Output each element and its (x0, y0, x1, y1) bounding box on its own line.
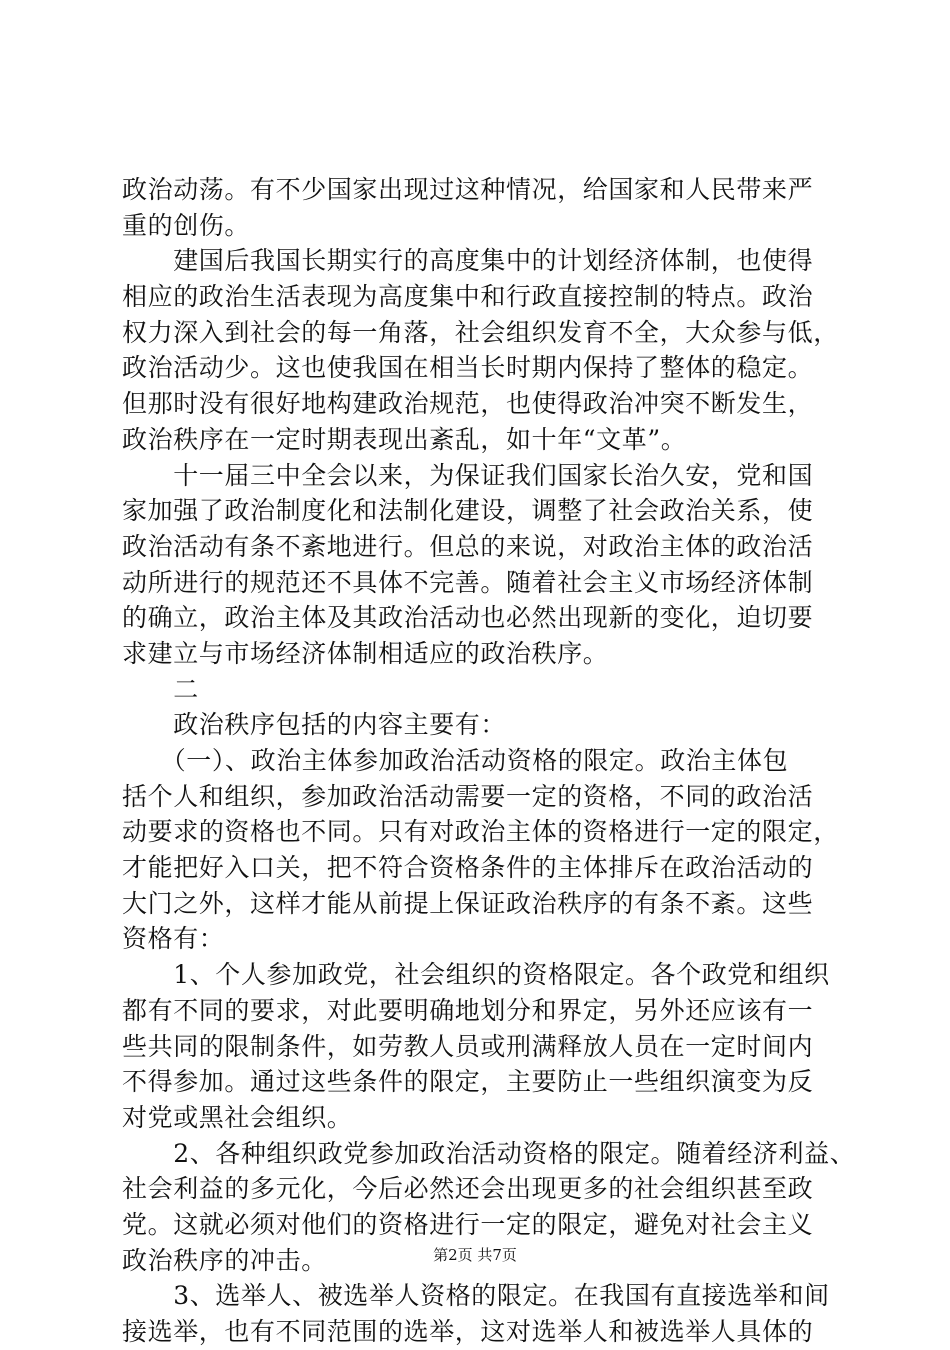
document-body (122, 172, 856, 1350)
text-line: 动要求的资格也不同。只有对政治主体的资格进行一定的限定， (122, 817, 839, 847)
text-line: 政治活动有条不紊地进行。但总的来说，对政治主体的政治活 (122, 531, 814, 561)
text-line: 都有不同的要求，对此要明确地划分和界定，另外还应该有一 (122, 995, 814, 1025)
text-line: 不得参加。通过这些条件的限定，主要防止一些组织演变为反 (122, 1067, 814, 1097)
text-line: 3、选举人、被选举人资格的限定。在我国有直接选举和间 (122, 1281, 830, 1311)
text-line: 接选举，也有不同范围的选举，这对选举人和被选举人具体的 (122, 1317, 814, 1346)
text-line: 建国后我国长期实行的高度集中的计划经济体制，也使得 (122, 246, 814, 276)
section-heading: 二 (122, 674, 199, 704)
text-line: 括个人和组织，参加政治活动需要一定的资格，不同的政治活 (122, 781, 814, 811)
text-line: 的确立，政治主体及其政治活动也必然出现新的变化，迫切要 (122, 603, 814, 633)
text-line: 政治秩序的冲击。 (122, 1245, 327, 1275)
text-line: 才能把好入口关，把不符合资格条件的主体排斥在政治活动的 (122, 853, 814, 883)
text-line: 社会利益的多元化，今后必然还会出现更多的社会组织甚至政 (122, 1174, 814, 1204)
text-line: 资格有： (122, 924, 225, 954)
text-line: 重的创伤。 (122, 210, 251, 240)
text-line: 政治动荡。有不少国家出现过这种情况，给国家和人民带来严 (122, 175, 814, 204)
text-line: 些共同的限制条件，如劳教人员或刑满释放人员在一定时间内 (122, 1031, 814, 1061)
text-line: 1、个人参加政党，社会组织的资格限定。各个政党和组织 (122, 960, 830, 990)
page-number-footer: 第2页 共7页 (433, 1246, 517, 1264)
text-line: 求建立与市场经济体制相适应的政治秩序。 (122, 638, 609, 668)
text-line: 政治秩序在一定时期表现出紊乱，如十年“文革”。 (122, 424, 687, 454)
text-line: 十一届三中全会以来，为保证我们国家长治久安，党和国 (122, 460, 814, 490)
text-line: 大门之外，这样才能从前提上保证政治秩序的有条不紊。这些 (122, 888, 814, 918)
text-line: 权力深入到社会的每一角落，社会组织发育不全，大众参与低， (122, 317, 839, 347)
text-line: 相应的政治生活表现为高度集中和行政直接控制的特点。政治 (122, 282, 814, 312)
text-line: （一）、政治主体参加政治活动资格的限定。政治主体包 (122, 746, 789, 775)
text-line: 政治活动少。这也使我国在相当长时期内保持了整体的稳定。 (122, 353, 814, 383)
text-line: 但那时没有很好地构建政治规范，也使得政治冲突不断发生， (122, 389, 814, 419)
text-line: 对党或黑社会组织。 (122, 1102, 353, 1132)
text-line: 党。这就必须对他们的资格进行一定的限定，避免对社会主义 (122, 1209, 814, 1239)
text-line: 2、各种组织政党参加政治活动资格的限定。随着经济利益、 (122, 1138, 856, 1168)
text-line: 政治秩序包括的内容主要有： (122, 710, 507, 740)
text-line: 家加强了政治制度化和法制化建设，调整了社会政治关系，使 (122, 496, 814, 526)
text-line: 动所进行的规范还不具体不完善。随着社会主义市场经济体制 (122, 567, 814, 597)
